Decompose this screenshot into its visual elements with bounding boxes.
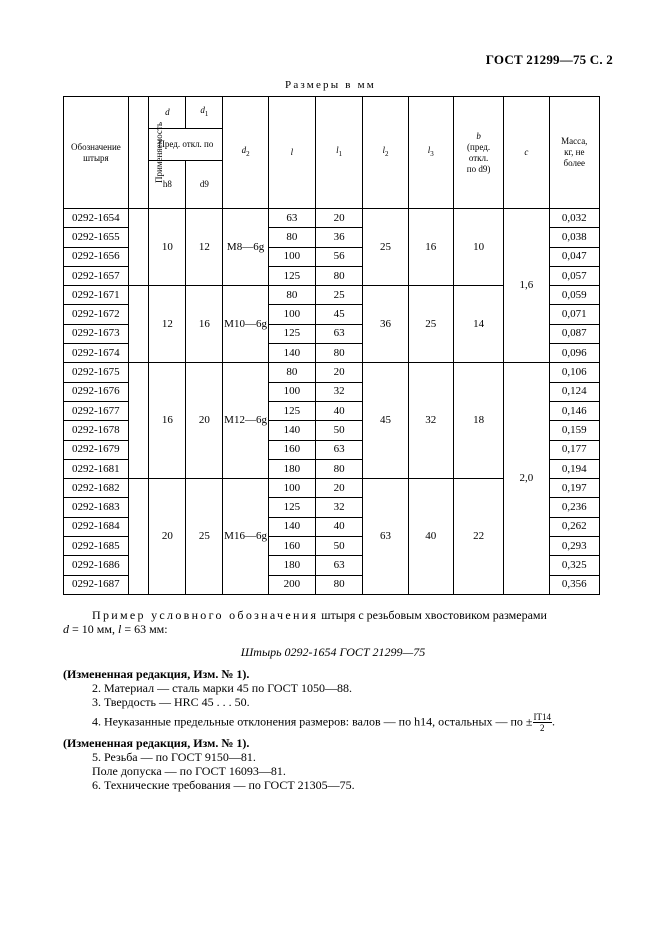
- note-5b: Поле допуска — по ГОСТ 16093—81.: [92, 764, 286, 778]
- col-d9: d9: [186, 161, 223, 209]
- l-cell: 125: [268, 401, 315, 420]
- col-h8: h8: [149, 161, 186, 209]
- mass-cell: 0,159: [549, 421, 599, 440]
- mass-cell: 0,032: [549, 209, 599, 228]
- b-cell: 14: [453, 286, 503, 363]
- example-designation: Штырь 0292-1654 ГОСТ 21299—75: [240, 645, 426, 659]
- designation-cell: 0292-1677: [64, 401, 129, 420]
- col-tolerance: Пред. откл. по: [149, 129, 223, 161]
- l1-cell: 63: [316, 324, 363, 343]
- d-cell: 20: [149, 479, 186, 595]
- tolerance-fraction: [533, 712, 556, 733]
- mass-cell: 0,059: [549, 286, 599, 305]
- l-cell: 125: [268, 266, 315, 285]
- l-cell: 140: [268, 421, 315, 440]
- l2-cell: 63: [363, 479, 408, 595]
- mass-cell: 0,262: [549, 517, 599, 536]
- mass-cell: 0,096: [549, 344, 599, 363]
- l-cell: 180: [268, 556, 315, 575]
- col-d1: $d_1$: [186, 97, 223, 129]
- l-cell: 80: [268, 286, 315, 305]
- l-cell: 100: [268, 305, 315, 324]
- l-cell: 160: [268, 537, 315, 556]
- designation-cell: 0292-1673: [64, 324, 129, 343]
- mass-cell: 0,356: [549, 575, 599, 594]
- d2-cell: M12—6g: [223, 363, 268, 479]
- d-cell: 12: [149, 286, 186, 363]
- applicability-cell: [128, 363, 149, 479]
- mass-cell: 0,197: [549, 479, 599, 498]
- col-l: l: [268, 97, 315, 209]
- example-heading: Пример условного обозначения: [92, 608, 319, 622]
- col-l2: $l_2$: [363, 97, 408, 209]
- l1-cell: 63: [316, 440, 363, 459]
- designation-cell: 0292-1678: [64, 421, 129, 440]
- l2-cell: 45: [363, 363, 408, 479]
- l3-cell: 32: [408, 363, 453, 479]
- l1-cell: 56: [316, 247, 363, 266]
- l1-cell: 40: [316, 401, 363, 420]
- designation-cell: 0292-1679: [64, 440, 129, 459]
- d2-cell: M16—6g: [223, 479, 268, 595]
- l-cell: 180: [268, 459, 315, 478]
- note-4-end: .: [552, 714, 556, 729]
- designation-cell: 0292-1671: [64, 286, 129, 305]
- mass-cell: 0,236: [549, 498, 599, 517]
- l-cell: 63: [268, 209, 315, 228]
- d2-cell: M8—6g: [223, 209, 268, 286]
- mass-cell: 0,057: [549, 266, 599, 285]
- col-c: c: [504, 97, 549, 209]
- col-l1: $l_1$: [316, 97, 363, 209]
- col-designation: Обозначение штыря: [64, 97, 129, 209]
- designation-cell: 0292-1682: [64, 479, 129, 498]
- l1-cell: 80: [316, 575, 363, 594]
- mass-cell: 0,146: [549, 401, 599, 420]
- l-cell: 140: [268, 517, 315, 536]
- designation-cell: 0292-1686: [64, 556, 129, 575]
- l1-cell: 40: [316, 517, 363, 536]
- applicability-cell: [128, 286, 149, 363]
- c-cell: 1,6: [504, 209, 549, 363]
- mass-cell: 0,047: [549, 247, 599, 266]
- example-rest: штыря с резьбовым хвостовиком размерами: [318, 608, 547, 622]
- b-cell: 10: [453, 209, 503, 286]
- col-applicability: Применяемость: [128, 97, 149, 209]
- applicability-cell: [128, 209, 149, 286]
- notes-block: [63, 667, 603, 792]
- designation-cell: 0292-1676: [64, 382, 129, 401]
- mass-cell: 0,106: [549, 363, 599, 382]
- l2-cell: 36: [363, 286, 408, 363]
- pins-table: [63, 96, 600, 595]
- fraction-denominator: 2: [540, 723, 545, 733]
- l-cell: 125: [268, 324, 315, 343]
- d2-cell: M10—6g: [223, 286, 268, 363]
- l-cell: 100: [268, 479, 315, 498]
- mass-cell: 0,325: [549, 556, 599, 575]
- d1-cell: 16: [186, 286, 223, 363]
- l1-cell: 20: [316, 209, 363, 228]
- table-row: [64, 363, 600, 382]
- mass-cell: 0,087: [549, 324, 599, 343]
- b-cell: 18: [453, 363, 503, 479]
- l1-cell: 36: [316, 228, 363, 247]
- col-d2: $d_2$: [223, 97, 268, 209]
- designation-cell: 0292-1655: [64, 228, 129, 247]
- mass-cell: 0,177: [549, 440, 599, 459]
- col-b: b (пред. откл. по d9): [453, 97, 503, 209]
- l-cell: 100: [268, 247, 315, 266]
- l-cell: 140: [268, 344, 315, 363]
- l3-cell: 25: [408, 286, 453, 363]
- l-cell: 80: [268, 228, 315, 247]
- changed-note-1: (Измененная редакция, Изм. № 1).: [63, 667, 250, 681]
- col-l3: $l_3$: [408, 97, 453, 209]
- col-d: d: [149, 97, 186, 129]
- l-cell: 160: [268, 440, 315, 459]
- changed-note-2: (Измененная редакция, Изм. № 1).: [63, 736, 250, 750]
- l1-cell: 50: [316, 537, 363, 556]
- fraction-numerator: IT14: [533, 712, 552, 722]
- l1-cell: 20: [316, 479, 363, 498]
- designation-cell: 0292-1681: [64, 459, 129, 478]
- l3-cell: 16: [408, 209, 453, 286]
- designation-cell: 0292-1675: [64, 363, 129, 382]
- note-3: 3. Твердость — HRC 45 . . . 50.: [92, 695, 250, 709]
- d1-cell: 12: [186, 209, 223, 286]
- designation-cell: 0292-1657: [64, 266, 129, 285]
- table-row: [64, 209, 600, 228]
- designation-cell: 0292-1656: [64, 247, 129, 266]
- mass-cell: 0,194: [549, 459, 599, 478]
- l1-cell: 20: [316, 363, 363, 382]
- l-cell: 125: [268, 498, 315, 517]
- c-cell: 2,0: [504, 363, 549, 595]
- designation-cell: 0292-1654: [64, 209, 129, 228]
- l1-cell: 63: [316, 556, 363, 575]
- note-5: 5. Резьба — по ГОСТ 9150—81.: [92, 750, 256, 764]
- applicability-cell: [128, 479, 149, 595]
- l1-cell: 25: [316, 286, 363, 305]
- mass-cell: 0,071: [549, 305, 599, 324]
- page-header: ГОСТ 21299—75 С. 2: [485, 52, 613, 67]
- designation-cell: 0292-1674: [64, 344, 129, 363]
- units-caption: Размеры в мм: [285, 79, 376, 91]
- l-cell: 200: [268, 575, 315, 594]
- d-cell: 10: [149, 209, 186, 286]
- l-cell: 80: [268, 363, 315, 382]
- b-cell: 22: [453, 479, 503, 595]
- mass-cell: 0,293: [549, 537, 599, 556]
- col-mass: Масса, кг, не более: [549, 97, 599, 209]
- mass-cell: 0,038: [549, 228, 599, 247]
- example-block: [63, 608, 603, 659]
- l3-cell: 40: [408, 479, 453, 595]
- d1-cell: 20: [186, 363, 223, 479]
- designation-cell: 0292-1672: [64, 305, 129, 324]
- designation-cell: 0292-1685: [64, 537, 129, 556]
- l1-cell: 80: [316, 459, 363, 478]
- l1-cell: 32: [316, 382, 363, 401]
- example-line2: d = 10 мм, l = 63 мм:: [63, 622, 168, 636]
- l1-cell: 80: [316, 344, 363, 363]
- note-4: [63, 712, 603, 733]
- designation-cell: 0292-1687: [64, 575, 129, 594]
- note-4-text: 4. Неуказанные предельные отклонения размеров: валов — по h14, остальных — по ±: [92, 714, 533, 729]
- d-cell: 16: [149, 363, 186, 479]
- designation-cell: 0292-1684: [64, 517, 129, 536]
- l1-cell: 45: [316, 305, 363, 324]
- l-cell: 100: [268, 382, 315, 401]
- designation-cell: 0292-1683: [64, 498, 129, 517]
- l1-cell: 32: [316, 498, 363, 517]
- l1-cell: 50: [316, 421, 363, 440]
- l2-cell: 25: [363, 209, 408, 286]
- note-2: 2. Материал — сталь марки 45 по ГОСТ 1050—88.: [92, 681, 353, 695]
- l1-cell: 80: [316, 266, 363, 285]
- d1-cell: 25: [186, 479, 223, 595]
- mass-cell: 0,124: [549, 382, 599, 401]
- note-6: 6. Технические требования — по ГОСТ 21305—75.: [92, 778, 355, 792]
